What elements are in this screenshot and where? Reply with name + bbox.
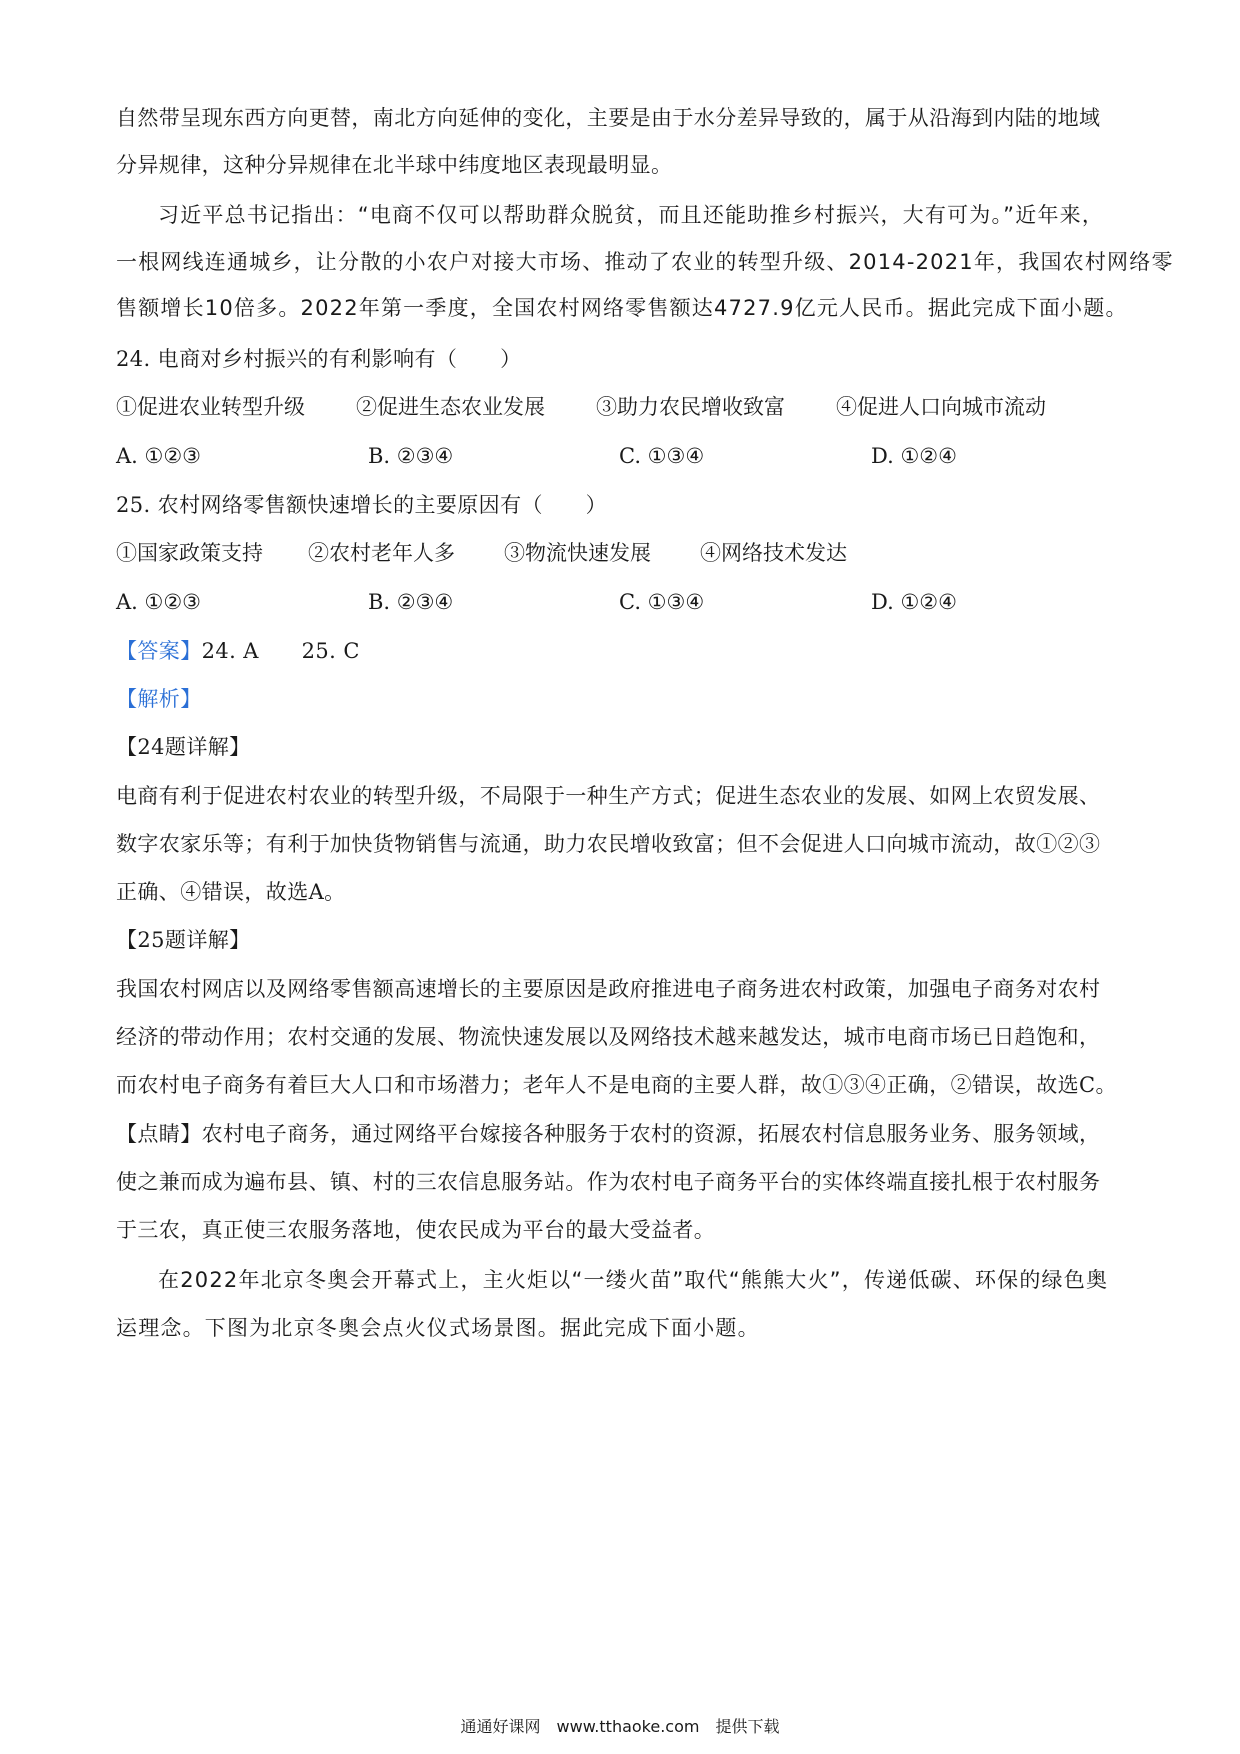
q25-item-3: ③物流快速发展 — [504, 541, 651, 565]
detail-24-line-2: 数字农家乐等；有利于加快货物销售与流通，助力农民增收致富；但不会促进人口向城市流动，故①②③ — [116, 832, 1101, 856]
q24-choice-b: B. ②③④ — [368, 444, 454, 468]
q25-item-1: ①国家政策支持 — [116, 541, 263, 565]
material1-line-3: 售额增长10倍多。2022年第一季度，全国农村网络零售额达4727.9亿元人民币。据此完成下面小题。 — [116, 296, 1128, 320]
detail-25-line-1: 我国农村网店以及网络零售额高速增长的主要原因是政府推进电子商务进农村政策，加强电子商务对农村 — [116, 977, 1101, 1001]
dianjing-line-2: 使之兼而成为遍布县、镇、村的三农信息服务站。作为农村电子商务平台的实体终端直接扎根于农村服务 — [116, 1170, 1101, 1194]
answer-line — [116, 636, 1126, 666]
q25-choice-b: B. ②③④ — [368, 590, 454, 614]
q25-choice-a: A. ①②③ — [116, 590, 201, 614]
detail-25-line-2: 经济的带动作用；农村交通的发展、物流快速发展以及网络技术越来越发达，城市电商市场已日趋饱和， — [116, 1025, 1101, 1049]
detail-24-line-3: 正确、④错误，故选A。 — [116, 880, 346, 904]
question-24-stem: 24. 电商对乡村振兴的有利影响有（ ） — [116, 347, 522, 371]
q24-choice-d: D. ①②④ — [871, 444, 957, 468]
dianjing-line-3: 于三农，真正使三农服务落地，使农民成为平台的最大受益者。 — [116, 1218, 716, 1242]
dianjing-text-1: 农村电子商务，通过网络平台嫁接各种服务于农村的资源，拓展农村信息服务业务、服务领域， — [201, 1122, 1101, 1146]
q24-item-1: ①促进农业转型升级 — [116, 395, 305, 419]
q25-choice-c: C. ①③④ — [619, 590, 705, 614]
analysis-label: 【解析】 — [116, 687, 202, 711]
material1-line-1: 习近平总书记指出：“电商不仅可以帮助群众脱贫，而且还能助推乡村振兴，大有可为。”近年来， — [158, 203, 1105, 227]
q24-choice-a: A. ①②③ — [116, 444, 201, 468]
intro-line-1: 自然带呈现东西方向更替，南北方向延伸的变化，主要是由于水分差异导致的，属于从沿海到内陆的地域 — [116, 106, 1101, 130]
detail-25-heading: 【25题详解】 — [116, 928, 251, 952]
intro-line-2: 分异规律，这种分异规律在北半球中纬度地区表现最明显。 — [116, 153, 673, 177]
answer-label: 【答案】 — [116, 639, 202, 663]
page-footer: 通通好课网 www.tthaoke.com 提供下载 — [460, 1717, 780, 1736]
material1-line-2: 一根网线连通城乡，让分散的小农户对接大市场、推动了农业的转型升级、2014-2021年，我国农村网络零 — [116, 250, 1174, 274]
dianjing-label: 【点睛】 — [116, 1122, 202, 1146]
q24-item-2: ②促进生态农业发展 — [356, 395, 545, 419]
answer-text: 24. A 25. C — [201, 639, 360, 663]
question-25-stem: 25. 农村网络零售额快速增长的主要原因有（ ） — [116, 493, 608, 517]
detail-25-line-3: 而农村电子商务有着巨大人口和市场潜力；老年人不是电商的主要人群，故①③④正确，②错误，故选C。 — [116, 1073, 1117, 1097]
q25-item-4: ④网络技术发达 — [700, 541, 847, 565]
q25-choice-d: D. ①②④ — [871, 590, 957, 614]
dianjing-line-1 — [116, 1119, 1126, 1149]
material2-line-1: 在2022年北京冬奥会开幕式上，主火炬以“一缕火苗”取代“熊熊大火”，传递低碳、环保的绿色奥 — [158, 1268, 1109, 1292]
q24-item-3: ③助力农民增收致富 — [596, 395, 785, 419]
q25-item-2: ②农村老年人多 — [308, 541, 455, 565]
material2-line-2: 运理念。下图为北京冬奥会点火仪式场景图。据此完成下面小题。 — [116, 1316, 760, 1340]
q24-item-4: ④促进人口向城市流动 — [836, 395, 1046, 419]
q24-choice-c: C. ①③④ — [619, 444, 705, 468]
detail-24-line-1: 电商有利于促进农村农业的转型升级，不局限于一种生产方式；促进生态农业的发展、如网上农贸发展、 — [116, 784, 1101, 808]
detail-24-heading: 【24题详解】 — [116, 735, 251, 759]
